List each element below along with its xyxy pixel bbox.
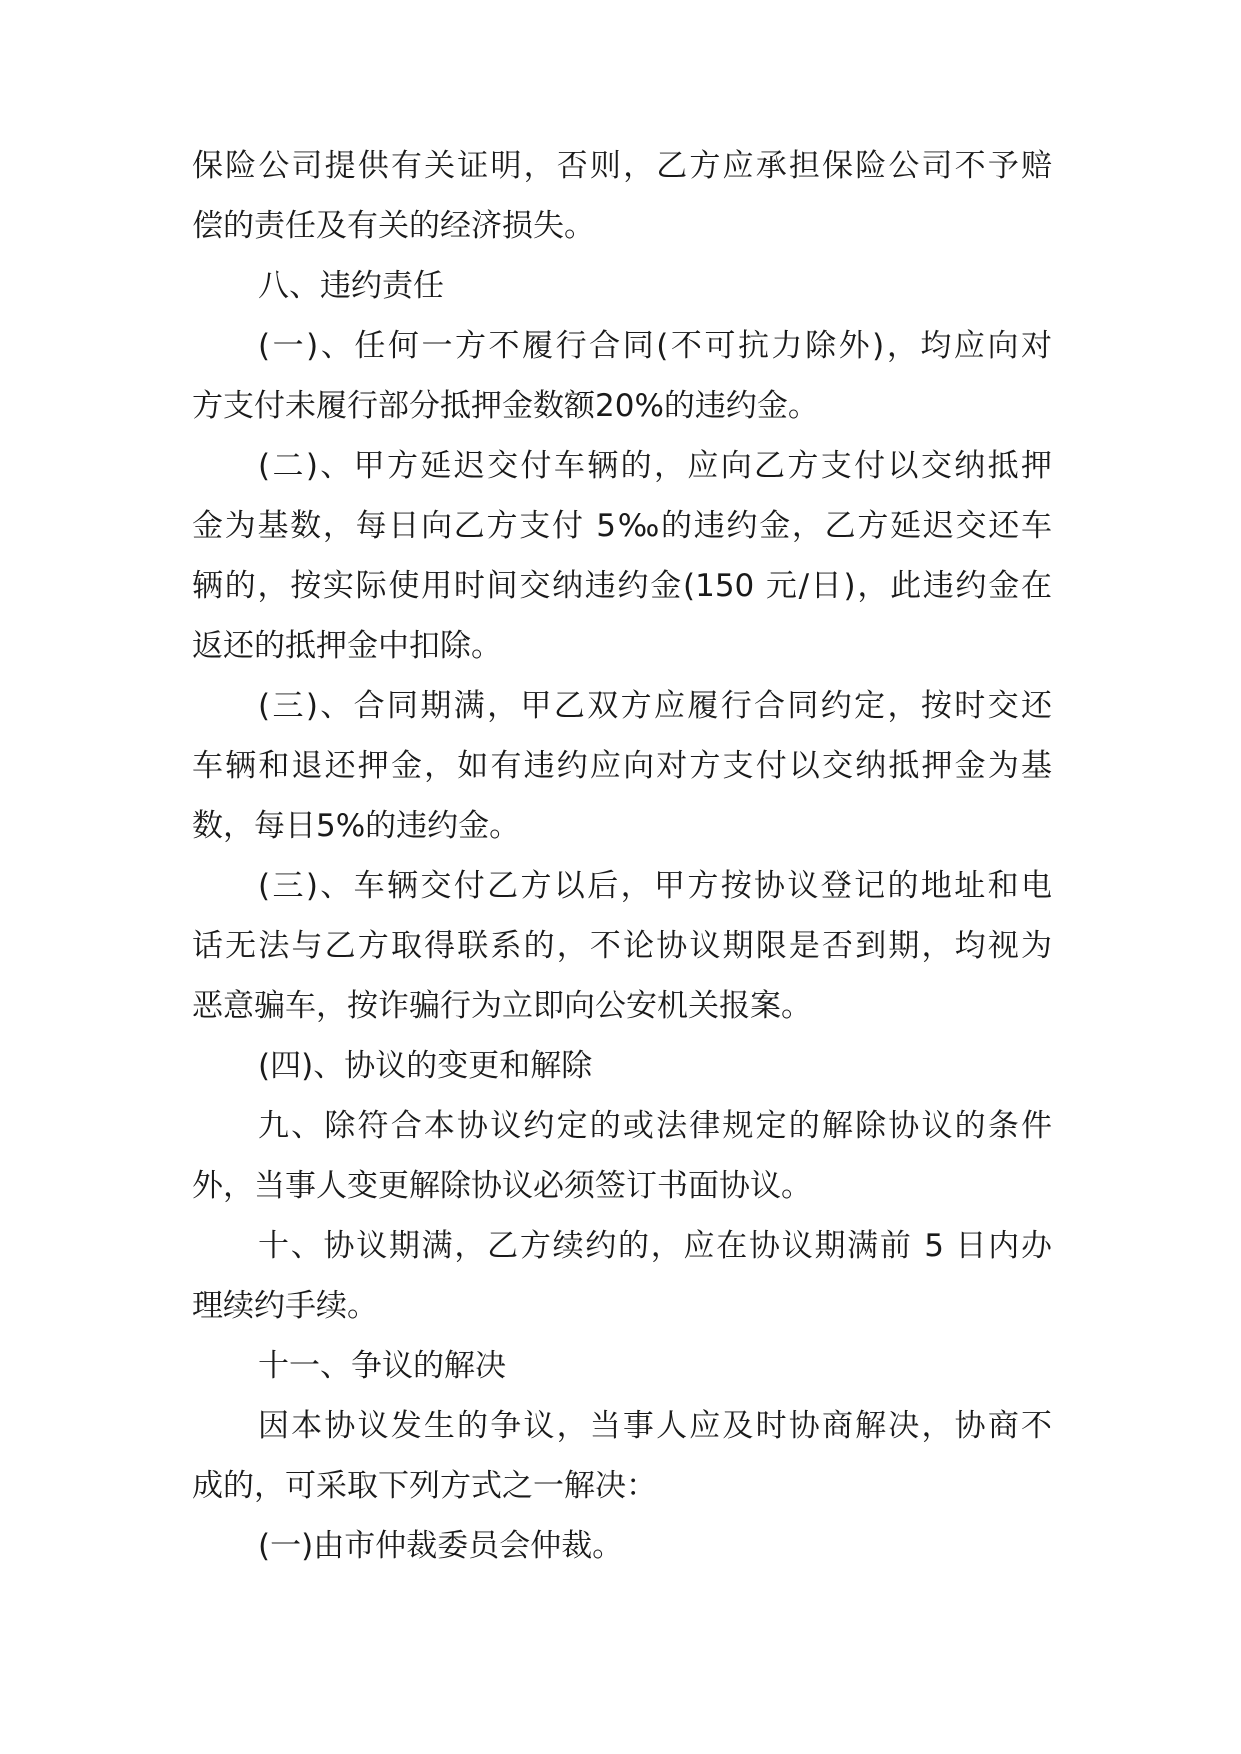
text-line: 金为基数，每日向乙方支付 5‰的违约金，乙方延迟交还车	[192, 508, 1052, 544]
section-heading: 八、违约责任	[258, 268, 444, 304]
text-line: 成的，可采取下列方式之一解决：	[192, 1468, 657, 1504]
section-heading: (四)、协议的变更和解除	[258, 1048, 593, 1084]
text-line: 理续约手续。	[192, 1288, 378, 1324]
text-line: 十、协议期满，乙方续约的，应在协议期满前 5 日内办	[258, 1228, 1052, 1264]
text-line: (一)、任何一方不履行合同(不可抗力除外)，均应向对	[258, 328, 1052, 364]
text-line: 方支付未履行部分抵押金数额20%的违约金。	[192, 388, 819, 424]
text-line: 偿的责任及有关的经济损失。	[192, 208, 595, 244]
text-line: 返还的抵押金中扣除。	[192, 628, 502, 664]
text-line: 九、除符合本协议约定的或法律规定的解除协议的条件	[258, 1108, 1052, 1144]
text-line: 外，当事人变更解除协议必须签订书面协议。	[192, 1168, 812, 1204]
text-line: 保险公司提供有关证明，否则，乙方应承担保险公司不予赔	[192, 148, 1052, 184]
text-line: (三)、合同期满，甲乙双方应履行合同约定，按时交还	[258, 688, 1052, 724]
text-line: (二)、甲方延迟交付车辆的，应向乙方支付以交纳抵押	[258, 448, 1052, 484]
text-line: 话无法与乙方取得联系的，不论协议期限是否到期，均视为	[192, 928, 1052, 964]
text-line: 车辆和退还押金，如有违约应向对方支付以交纳抵押金为基	[192, 748, 1052, 784]
text-line: (三)、车辆交付乙方以后，甲方按协议登记的地址和电	[258, 868, 1052, 904]
text-line: 因本协议发生的争议，当事人应及时协商解决，协商不	[258, 1408, 1052, 1444]
text-line: 辆的，按实际使用时间交纳违约金(150 元/日)，此违约金在	[192, 568, 1052, 604]
section-heading: 十一、争议的解决	[258, 1348, 506, 1384]
text-line: (一)由市仲裁委员会仲裁。	[258, 1528, 624, 1564]
text-line: 数，每日5%的违约金。	[192, 808, 521, 844]
text-line: 恶意骗车，按诈骗行为立即向公安机关报案。	[192, 988, 812, 1024]
